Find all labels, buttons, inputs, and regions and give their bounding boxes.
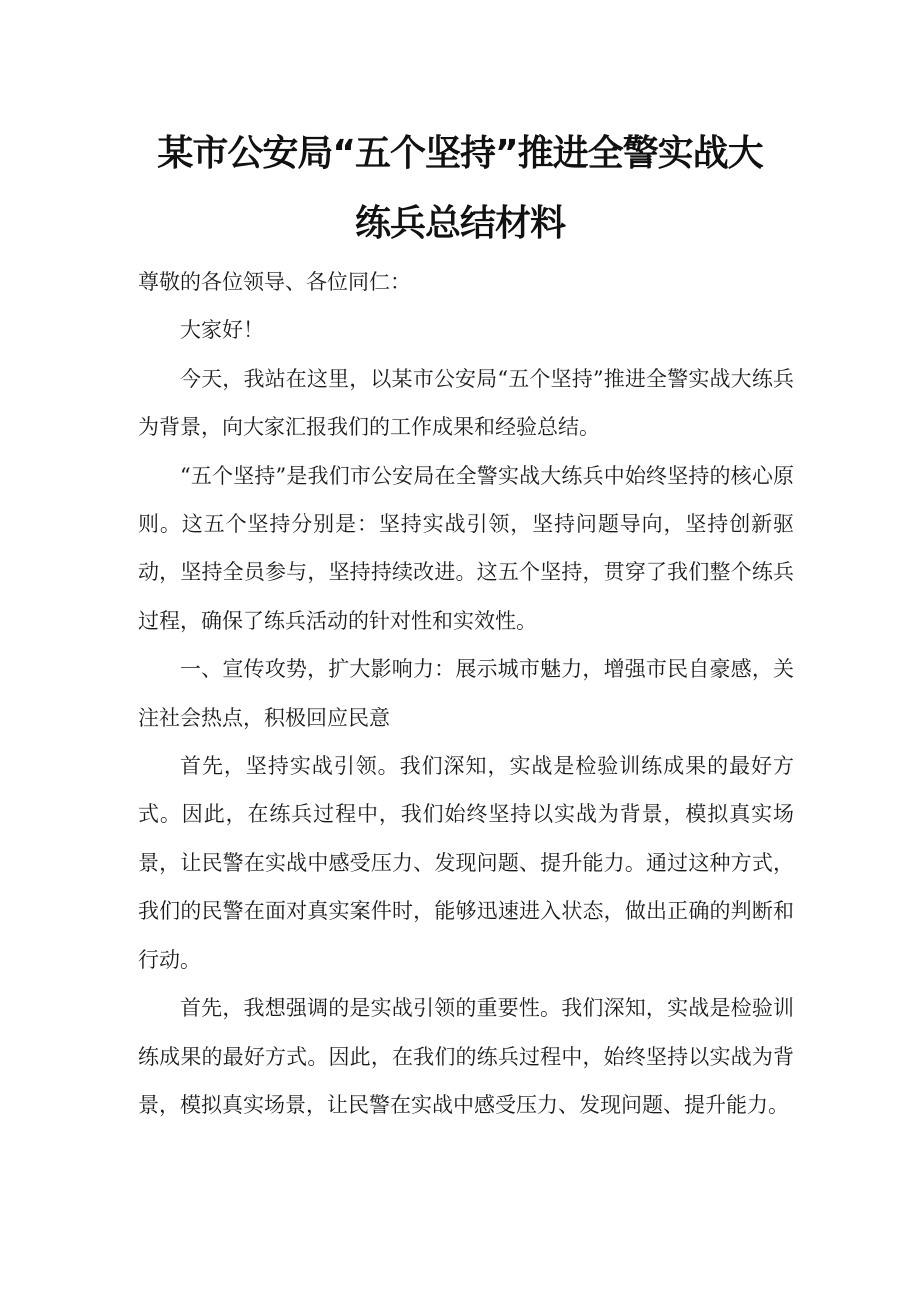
paragraph-practice-guidance: 首先，坚持实战引领。我们深知，实战是检验训练成果的最好方式。因此，在练兵过程中，我们始终坚持以实战为背景，模拟真实场景，让民警在实战中感受压力、发现问题、提升能力。通过这种方式，我们的民警在面对真实案件时，能够迅速进入状态，做出正确的判断和行动。 [138, 754, 794, 972]
document-title-line-2: 练兵总结材料 [354, 203, 565, 244]
paragraph-intro: 今天，我站在这里，以某市公安局“五个坚持”推进全警实战大练兵为背景，向大家汇报我们的工作成果和经验总结。 [138, 366, 794, 440]
document-title-line-1: 某市公安局“五个坚持”推进全警实战大 [157, 133, 763, 174]
paragraph-practice-emphasis: 首先，我想强调的是实战引领的重要性。我们深知，实战是检验训练成果的最好方式。因此，在我们的练兵过程中，始终坚持以实战为背景，模拟真实场景，让民警在实战中感受压力、发现问题、提升能力。 [138, 996, 794, 1117]
salutation: 尊敬的各位领导、各位同仁： [138, 270, 411, 294]
document-body [138, 258, 794, 1129]
paragraph-five-principles: “五个坚持”是我们市公安局在全警实战大练兵中始终坚持的核心原则。这五个坚持分别是：坚持实战引领，坚持问题导向，坚持创新驱动，坚持全员参与，坚持持续改进。这五个坚持，贯穿了我们整个练兵过程，确保了练兵活动的针对性和实效性。 [138, 463, 794, 633]
greeting: 大家好！ [180, 318, 264, 343]
section-heading-1: 一、宣传攻势，扩大影响力：展示城市魅力，增强市民自豪感，关注社会热点，积极回应民意 [138, 657, 794, 730]
